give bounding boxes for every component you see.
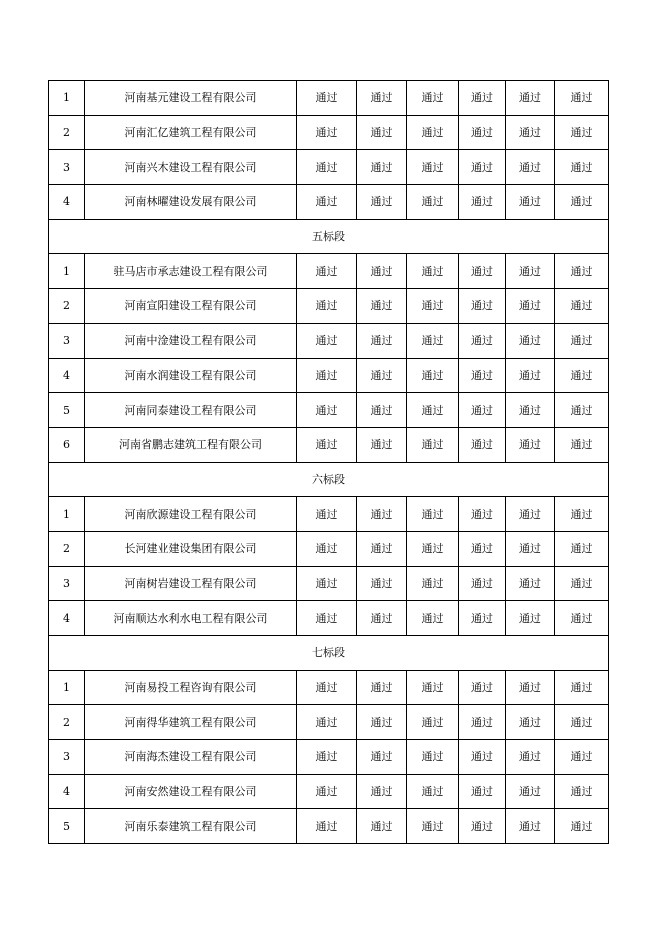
result-cell: 通过: [357, 497, 407, 532]
result-cell: 通过: [357, 670, 407, 705]
result-cell: 通过: [297, 358, 357, 393]
company-name-cell: 驻马店市承志建设工程有限公司: [85, 254, 297, 289]
row-number-cell: 2: [49, 115, 85, 150]
result-cell: 通过: [506, 150, 555, 185]
result-cell: 通过: [555, 254, 609, 289]
table-row: [49, 427, 609, 462]
result-cell: 通过: [407, 254, 459, 289]
result-cell: 通过: [357, 809, 407, 844]
result-cell: 通过: [459, 393, 506, 428]
row-number-cell: 3: [49, 150, 85, 185]
result-cell: 通过: [555, 740, 609, 775]
result-cell: 通过: [459, 323, 506, 358]
result-cell: 通过: [555, 323, 609, 358]
result-cell: 通过: [506, 81, 555, 116]
result-cell: 通过: [555, 705, 609, 740]
table-row: [49, 81, 609, 116]
row-number-cell: 1: [49, 670, 85, 705]
result-cell: 通过: [357, 254, 407, 289]
result-cell: 通过: [506, 185, 555, 220]
section-title: 五标段: [49, 219, 609, 254]
company-name-cell: 河南汇亿建筑工程有限公司: [85, 115, 297, 150]
result-cell: 通过: [459, 601, 506, 636]
table-row: [49, 254, 609, 289]
company-name-cell: 河南顺达水利水电工程有限公司: [85, 601, 297, 636]
result-cell: 通过: [555, 289, 609, 324]
row-number-cell: 4: [49, 358, 85, 393]
result-cell: 通过: [407, 289, 459, 324]
company-name-cell: 河南同泰建设工程有限公司: [85, 393, 297, 428]
result-cell: 通过: [407, 323, 459, 358]
result-cell: 通过: [459, 289, 506, 324]
result-cell: 通过: [459, 427, 506, 462]
table-row: [49, 566, 609, 601]
result-cell: 通过: [357, 601, 407, 636]
result-cell: 通过: [459, 150, 506, 185]
table-row: [49, 809, 609, 844]
table-row: [49, 740, 609, 775]
result-cell: 通过: [555, 601, 609, 636]
section-header-row: [49, 219, 609, 254]
section-title: 六标段: [49, 462, 609, 497]
row-number-cell: 2: [49, 531, 85, 566]
result-cell: 通过: [506, 393, 555, 428]
row-number-cell: 1: [49, 497, 85, 532]
result-cell: 通过: [506, 115, 555, 150]
company-name-cell: 河南得华建筑工程有限公司: [85, 705, 297, 740]
result-cell: 通过: [459, 774, 506, 809]
result-cell: 通过: [459, 705, 506, 740]
result-cell: 通过: [357, 115, 407, 150]
result-cell: 通过: [357, 358, 407, 393]
result-cell: 通过: [555, 81, 609, 116]
row-number-cell: 2: [49, 705, 85, 740]
result-cell: 通过: [297, 601, 357, 636]
review-results-table: [48, 80, 609, 844]
result-cell: 通过: [357, 393, 407, 428]
result-cell: 通过: [297, 809, 357, 844]
result-cell: 通过: [407, 497, 459, 532]
row-number-cell: 4: [49, 185, 85, 220]
result-cell: 通过: [357, 740, 407, 775]
result-cell: 通过: [297, 427, 357, 462]
result-cell: 通过: [297, 531, 357, 566]
company-name-cell: 河南树岩建设工程有限公司: [85, 566, 297, 601]
row-number-cell: 2: [49, 289, 85, 324]
result-cell: 通过: [297, 705, 357, 740]
result-cell: 通过: [459, 566, 506, 601]
company-name-cell: 河南兴木建设工程有限公司: [85, 150, 297, 185]
table-row: [49, 323, 609, 358]
result-cell: 通过: [407, 601, 459, 636]
result-cell: 通过: [297, 115, 357, 150]
table-row: [49, 497, 609, 532]
result-cell: 通过: [555, 566, 609, 601]
company-name-cell: 河南欣源建设工程有限公司: [85, 497, 297, 532]
result-cell: 通过: [407, 393, 459, 428]
result-cell: 通过: [459, 115, 506, 150]
company-name-cell: 河南中淦建设工程有限公司: [85, 323, 297, 358]
result-cell: 通过: [297, 81, 357, 116]
result-cell: 通过: [555, 670, 609, 705]
result-cell: 通过: [407, 427, 459, 462]
company-name-cell: 长河建业建设集团有限公司: [85, 531, 297, 566]
result-cell: 通过: [297, 740, 357, 775]
company-name-cell: 河南省鹏志建筑工程有限公司: [85, 427, 297, 462]
result-cell: 通过: [407, 670, 459, 705]
result-cell: 通过: [297, 185, 357, 220]
result-cell: 通过: [459, 185, 506, 220]
result-cell: 通过: [555, 115, 609, 150]
result-cell: 通过: [407, 358, 459, 393]
result-cell: 通过: [459, 740, 506, 775]
result-cell: 通过: [297, 323, 357, 358]
result-cell: 通过: [407, 115, 459, 150]
row-number-cell: 5: [49, 809, 85, 844]
company-name-cell: 河南林曜建设发展有限公司: [85, 185, 297, 220]
row-number-cell: 4: [49, 601, 85, 636]
table-row: [49, 670, 609, 705]
company-name-cell: 河南易投工程咨询有限公司: [85, 670, 297, 705]
result-cell: 通过: [297, 670, 357, 705]
table-row: [49, 115, 609, 150]
result-cell: 通过: [555, 150, 609, 185]
result-cell: 通过: [357, 705, 407, 740]
row-number-cell: 3: [49, 740, 85, 775]
result-cell: 通过: [357, 185, 407, 220]
result-cell: 通过: [506, 740, 555, 775]
result-cell: 通过: [357, 774, 407, 809]
result-cell: 通过: [297, 289, 357, 324]
section-header-row: [49, 636, 609, 671]
result-cell: 通过: [459, 531, 506, 566]
result-cell: 通过: [506, 323, 555, 358]
row-number-cell: 3: [49, 566, 85, 601]
result-cell: 通过: [357, 81, 407, 116]
result-cell: 通过: [407, 185, 459, 220]
table-row: [49, 150, 609, 185]
section-title: 七标段: [49, 636, 609, 671]
result-cell: 通过: [555, 185, 609, 220]
result-cell: 通过: [297, 393, 357, 428]
table-row: [49, 289, 609, 324]
result-cell: 通过: [555, 497, 609, 532]
row-number-cell: 5: [49, 393, 85, 428]
row-number-cell: 1: [49, 81, 85, 116]
result-cell: 通过: [555, 531, 609, 566]
result-cell: 通过: [357, 427, 407, 462]
result-cell: 通过: [459, 81, 506, 116]
result-cell: 通过: [459, 670, 506, 705]
company-name-cell: 河南安然建设工程有限公司: [85, 774, 297, 809]
company-name-cell: 河南宣阳建设工程有限公司: [85, 289, 297, 324]
table-row: [49, 705, 609, 740]
table-row: [49, 774, 609, 809]
result-cell: 通过: [506, 566, 555, 601]
result-cell: 通过: [506, 531, 555, 566]
result-cell: 通过: [297, 254, 357, 289]
table-row: [49, 601, 609, 636]
row-number-cell: 4: [49, 774, 85, 809]
result-cell: 通过: [297, 150, 357, 185]
result-cell: 通过: [555, 774, 609, 809]
result-cell: 通过: [555, 809, 609, 844]
result-cell: 通过: [407, 531, 459, 566]
result-cell: 通过: [357, 150, 407, 185]
company-name-cell: 河南水润建设工程有限公司: [85, 358, 297, 393]
result-cell: 通过: [506, 809, 555, 844]
result-cell: 通过: [297, 774, 357, 809]
table-row: [49, 393, 609, 428]
result-cell: 通过: [357, 289, 407, 324]
result-cell: 通过: [506, 358, 555, 393]
result-cell: 通过: [506, 254, 555, 289]
result-cell: 通过: [407, 774, 459, 809]
result-cell: 通过: [506, 497, 555, 532]
company-name-cell: 河南基元建设工程有限公司: [85, 81, 297, 116]
company-name-cell: 河南乐泰建筑工程有限公司: [85, 809, 297, 844]
result-cell: 通过: [506, 705, 555, 740]
table-row: [49, 185, 609, 220]
result-cell: 通过: [297, 497, 357, 532]
result-cell: 通过: [506, 774, 555, 809]
result-cell: 通过: [459, 809, 506, 844]
result-cell: 通过: [506, 427, 555, 462]
result-cell: 通过: [407, 809, 459, 844]
result-cell: 通过: [506, 670, 555, 705]
result-cell: 通过: [357, 531, 407, 566]
result-cell: 通过: [555, 427, 609, 462]
section-header-row: [49, 462, 609, 497]
result-cell: 通过: [407, 81, 459, 116]
row-number-cell: 6: [49, 427, 85, 462]
result-cell: 通过: [357, 323, 407, 358]
table-row: [49, 531, 609, 566]
table-row: [49, 358, 609, 393]
result-cell: 通过: [506, 289, 555, 324]
result-cell: 通过: [555, 393, 609, 428]
result-cell: 通过: [459, 254, 506, 289]
result-cell: 通过: [459, 497, 506, 532]
result-cell: 通过: [407, 705, 459, 740]
row-number-cell: 3: [49, 323, 85, 358]
result-cell: 通过: [555, 358, 609, 393]
company-name-cell: 河南海杰建设工程有限公司: [85, 740, 297, 775]
result-cell: 通过: [357, 566, 407, 601]
row-number-cell: 1: [49, 254, 85, 289]
result-cell: 通过: [407, 566, 459, 601]
result-cell: 通过: [407, 150, 459, 185]
result-cell: 通过: [407, 740, 459, 775]
result-cell: 通过: [459, 358, 506, 393]
result-cell: 通过: [506, 601, 555, 636]
result-cell: 通过: [297, 566, 357, 601]
